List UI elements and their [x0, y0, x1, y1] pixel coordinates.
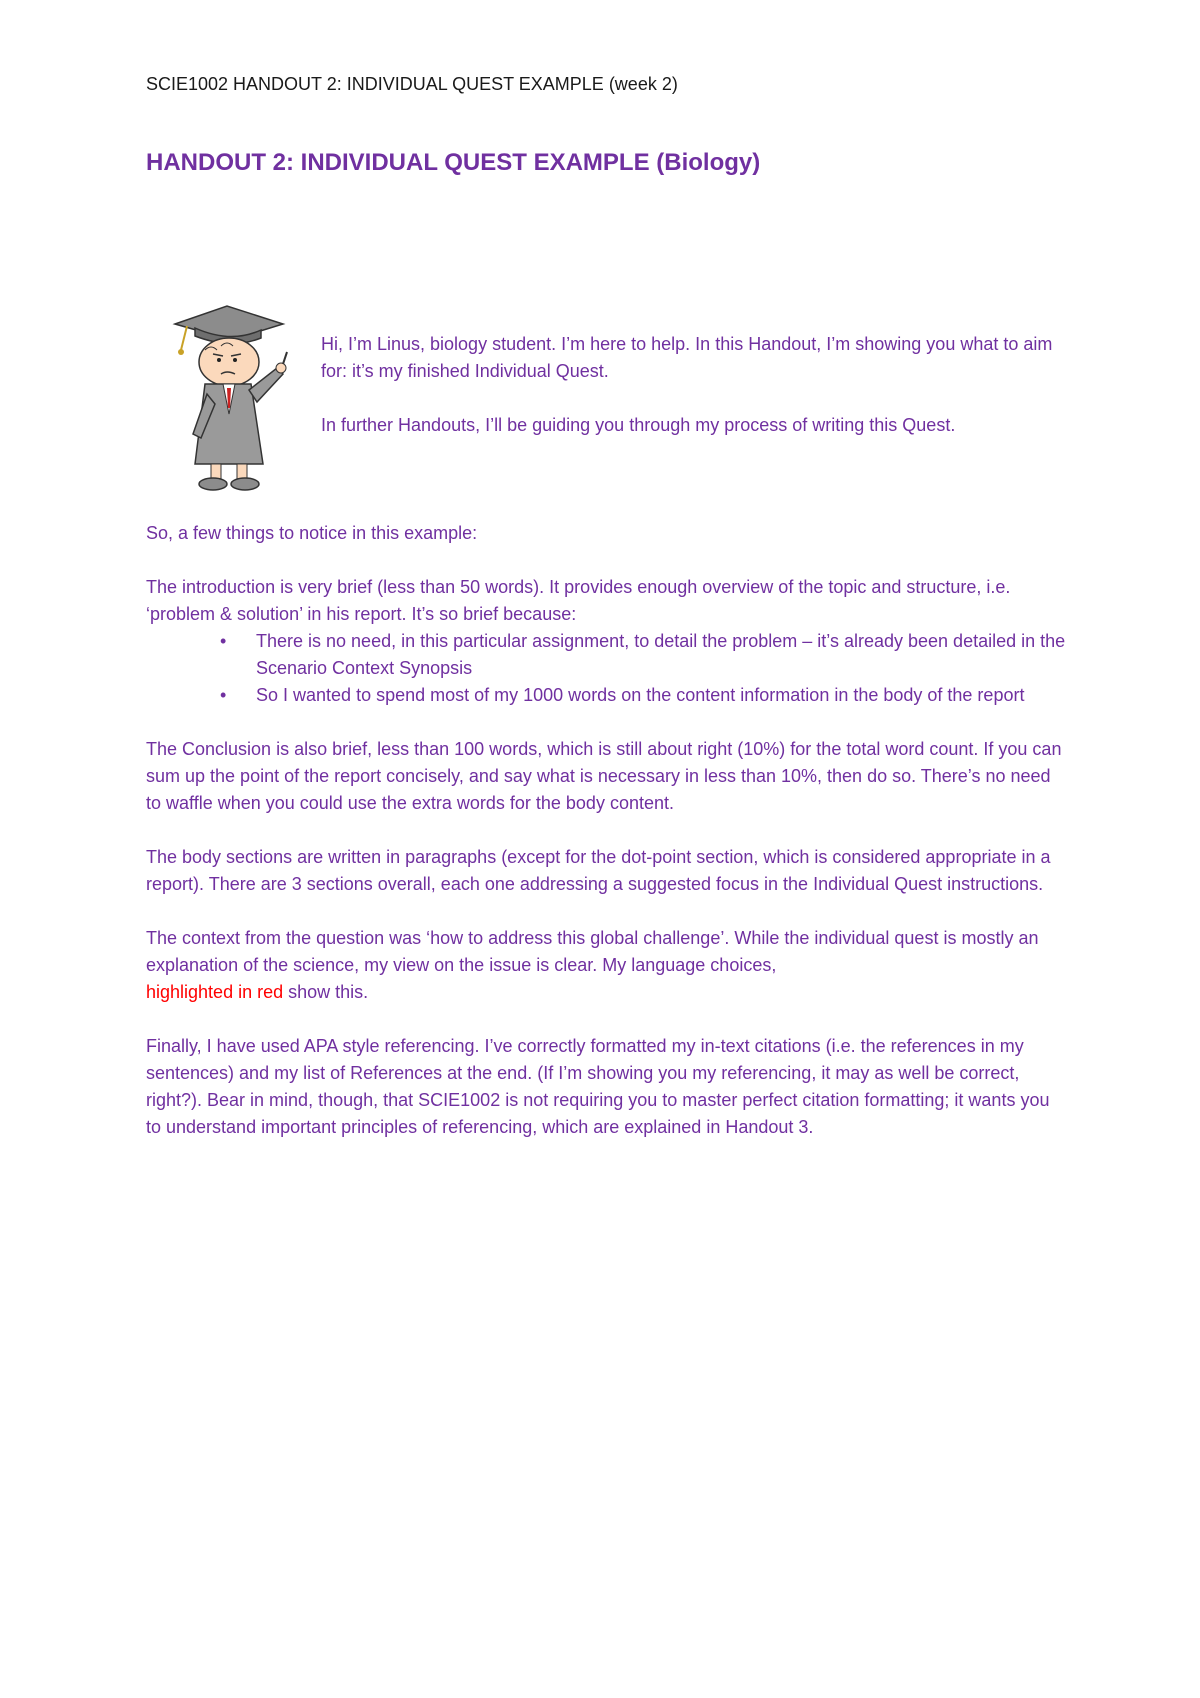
running-header: SCIE1002 HANDOUT 2: INDIVIDUAL QUEST EXAMPLE (week 2) — [146, 74, 678, 94]
notice-line: So, a few things to notice in this example: — [146, 523, 478, 543]
context-paragraph — [146, 925, 1066, 1006]
intro-line-1: Hi, I’m Linus, biology student. I’m here to help. In this Handout, I’m showing you what to aim for: it’s my finished Individual Quest. — [321, 334, 1053, 381]
list-item — [146, 628, 1066, 682]
page-title: HANDOUT 2: INDIVIDUAL QUEST EXAMPLE (Biology) — [146, 149, 761, 176]
bullet-icon: • — [220, 631, 227, 651]
context-text-start: The context from the question was ‘how to address this global challenge’. While the individual quest is mostly an explanation of the science, my view on the issue is clear. My language choices, — [146, 928, 1039, 975]
introduction-paragraph: The introduction is very brief (less than 50 words). It provides enough overview of the topic and structure, i.e. ‘problem & solution’ in his report. It’s so brief because: — [146, 577, 1011, 624]
referencing-paragraph: Finally, I have used APA style referencing. I’ve correctly formatted my in-text citations (i.e. the references in my sentences) and my list of References at the end. (If I’m showing you my referencing, it may as well be correct, right?). Bear in mind, though, that SCIE1002 is not requiring you to master perfect citation formatting; it wants you to understand important principles of referencing, which are explained in Handout 3. — [146, 1036, 1050, 1137]
conclusion-paragraph: The Conclusion is also brief, less than 100 words, which is still about right (10%) for the total word count. If you can sum up the point of the report concisely, and say what is necessary in less than 10%, then do so. There’s no need to waffle when you could use the extra words for the body content. — [146, 739, 1062, 813]
intro-line-2: In further Handouts, I’ll be guiding you through my process of writing this Quest. — [321, 415, 956, 435]
red-highlight-text: highlighted in red — [146, 982, 284, 1002]
body-sections-paragraph: The body sections are written in paragraphs (except for the dot-point section, which is considered appropriate in a report). There are 3 sections overall, each one addressing a suggested focus in the Individual Quest instructions. — [146, 847, 1051, 894]
bullet-text: So I wanted to spend most of my 1000 words on the content information in the body of the report — [256, 685, 1025, 705]
document-body — [146, 520, 1066, 1168]
linus-intro — [321, 331, 1081, 466]
context-text-end: show this. — [288, 982, 369, 1002]
bullet-text: There is no need, in this particular assignment, to detail the problem – it’s already been detailed in the Scenario Context Synopsis — [256, 631, 1066, 678]
list-item — [146, 682, 1066, 709]
bullet-list — [146, 628, 1066, 709]
graduate-cartoon-illustration — [165, 304, 295, 494]
bullet-icon: • — [220, 685, 227, 705]
